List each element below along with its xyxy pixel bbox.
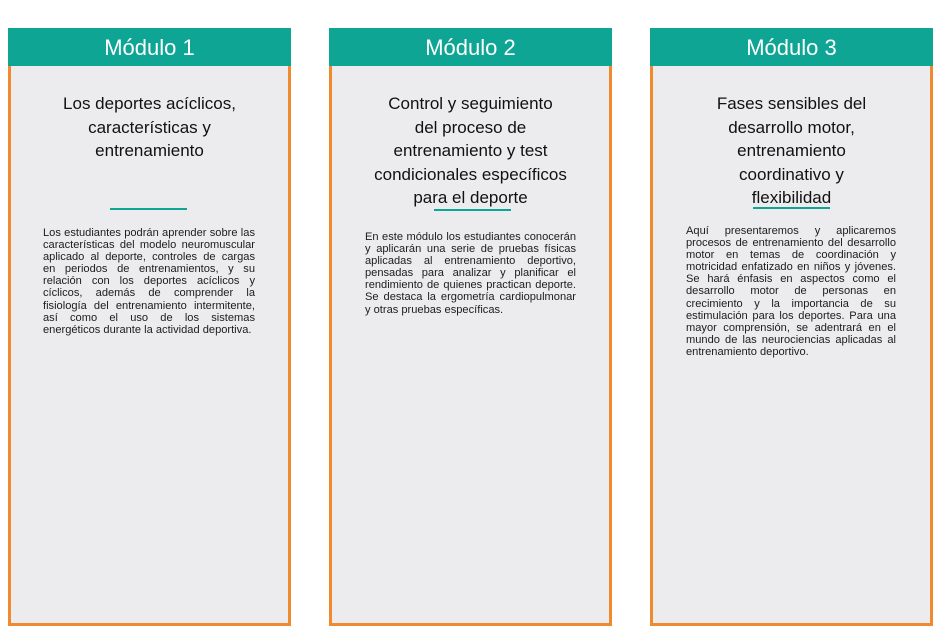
module-heading: Módulo 3 bbox=[650, 28, 933, 66]
module-panel bbox=[650, 66, 933, 626]
module-description: Los estudiantes podrán aprender sobre las características del modelo neuromuscular aplicado al deporte, controles de cargas en periodos de entrenamientos, y su relación con los deportes acíclicos y cíclicos, además de comprender la fisiología del entrenamiento intermitente, así como el uso de los sistemas energéticos durante la actividad deportiva. bbox=[43, 227, 255, 336]
module-title: Fases sensibles del desarrollo motor, entrenamiento coordinativo y flexibilidad bbox=[716, 94, 867, 207]
module-description: Aquí presentaremos y aplicaremos procesos de entrenamiento del desarrollo motor en temas de coordinación y motricidad enfatizado en niños y jóvenes. Se hará énfasis en aspectos como el desarrollo motor de personas en crecimiento y la importancia de su estimulación para los deportes. Para una mayor comprensión, se adentrará en el mundo de las neurociencias aplicadas al entrenamiento deportivo. bbox=[686, 225, 896, 358]
title-divider bbox=[434, 209, 511, 211]
module-title: Los deportes acíclicos, características y entrenamiento bbox=[63, 94, 236, 160]
module-panel bbox=[8, 66, 291, 626]
title-divider bbox=[753, 207, 830, 209]
module-card-3 bbox=[650, 28, 933, 626]
module-heading: Módulo 1 bbox=[8, 28, 291, 66]
module-panel bbox=[329, 66, 612, 626]
module-heading: Módulo 2 bbox=[329, 28, 612, 66]
title-divider bbox=[110, 208, 187, 210]
module-description: En este módulo los estudiantes conocerán y aplicarán una serie de pruebas físicas aplicadas al entrenamiento deportivo, pensadas para analizar y planificar el rendimiento de quienes practican deporte. Se destaca la ergometría cardiopulmonar y otras pruebas específicas. bbox=[365, 231, 576, 316]
module-card-2 bbox=[329, 28, 612, 626]
module-card-1 bbox=[8, 28, 291, 626]
module-title: Control y seguimiento del proceso de entrenamiento y test condicionales específicos para el deporte bbox=[374, 94, 567, 207]
